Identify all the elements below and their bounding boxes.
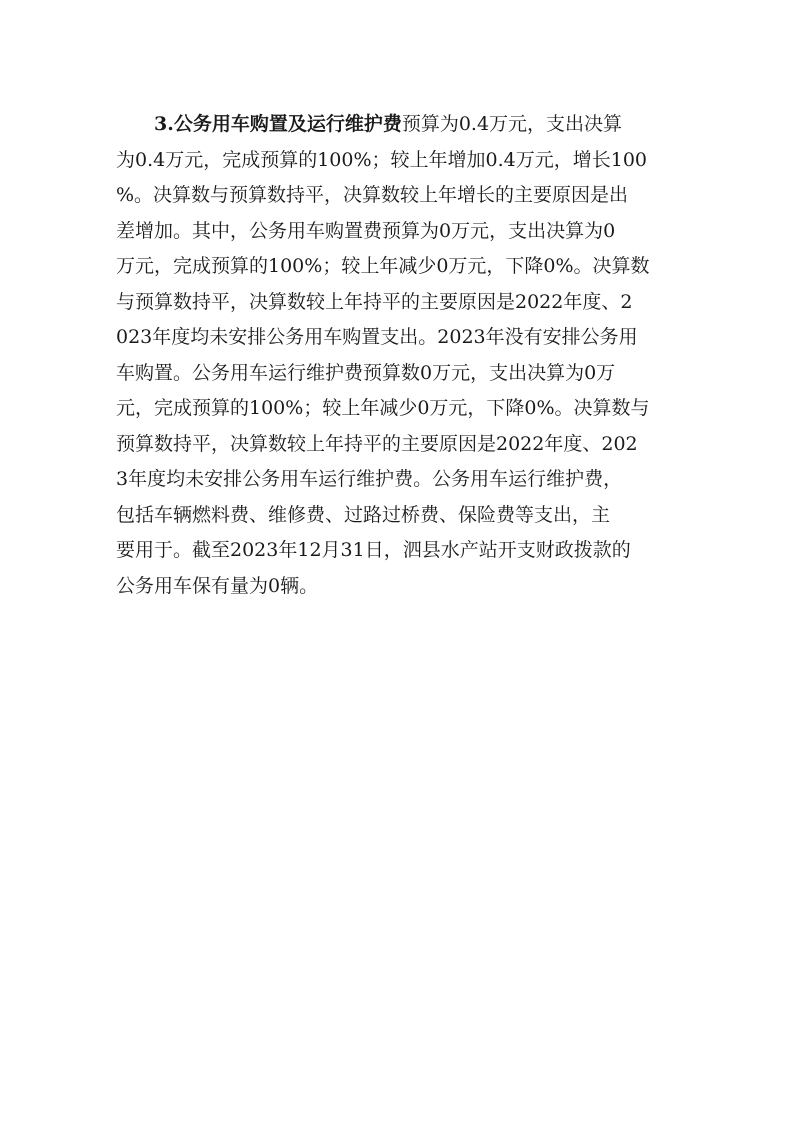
paragraph-line-9: 元，完成预算的100%；较上年减少0万元，下降0%。决算数与 [116,397,650,419]
paragraph-line-1 [116,107,691,143]
paragraph-line-14: 公务用车保有量为0辆。 [116,574,319,597]
paragraph-line-12: 包括车辆燃料费、维修费、过路过桥费、保险费等支出，主 [116,503,611,526]
paragraph [116,107,691,604]
section-heading: 3.公务用车购置及运行维护费 [154,113,402,135]
paragraph-line-10: 预算数持平，决算数较上年持平的主要原因是2022年度、202 [116,432,638,455]
paragraph-line-4: 差增加。其中，公务用车购置费预算为0万元，支出决算为0 [116,219,616,242]
paragraph-line-5: 万元，完成预算的100%；较上年减少0万元，下降0%。决算数 [116,255,650,277]
paragraph-line-6: 与预算数持平，决算数较上年持平的主要原因是2022年度、2 [116,290,633,313]
paragraph-line-11: 3年度均未安排公务用车运行维护费。公务用车运行维护费， [116,468,623,490]
line-text: 预算为0.4万元，支出决算 [401,113,623,135]
paragraph-line-13: 要用于。截至2023年12月31日，泗县水产站开支财政拨款的 [116,539,631,561]
paragraph-line-3: %。决算数与预算数持平，决算数较上年增长的主要原因是出 [116,184,629,206]
paragraph-line-7: 023年度均未安排公务用车购置支出。2023年没有安排公务用 [116,326,638,348]
paragraph-line-8: 车购置。公务用车运行维护费预算数0万元，支出决算为0万 [116,361,616,384]
paragraph-line-2: 为0.4万元，完成预算的100%；较上年增加0.4万元，增长100 [116,148,648,171]
